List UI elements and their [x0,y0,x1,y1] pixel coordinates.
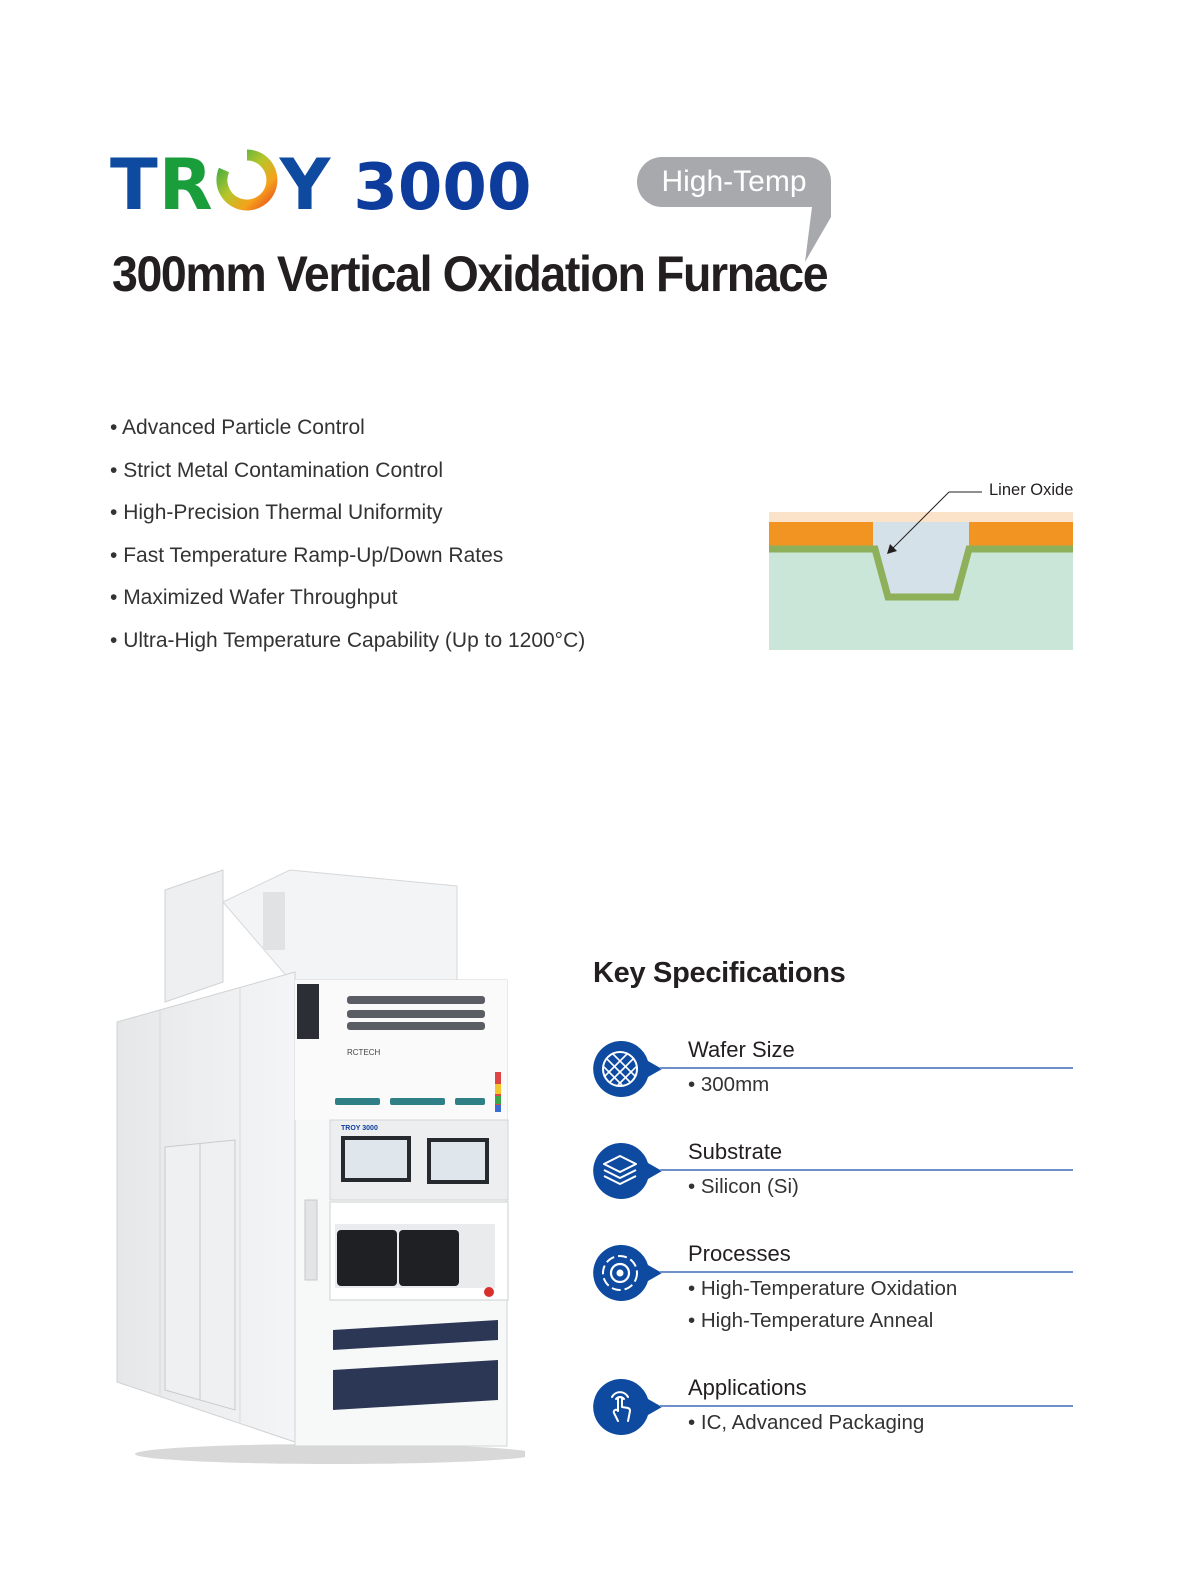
floor-shadow [135,1444,525,1464]
badge-label: High-Temp [661,165,807,198]
wafer-grid-icon [590,1037,670,1101]
spec-value: • IC, Advanced Packaging [688,1408,924,1440]
right-oxide-block [969,522,1073,546]
liner-oxide-label: Liner Oxide [989,481,1074,499]
spec-title: Applications [688,1375,807,1400]
spec-value: • Silicon (Si) [688,1172,799,1204]
logo-letter-y: Y [279,144,332,226]
spec-wafer-size [590,1037,1080,1107]
exhaust-box-left [165,870,223,1002]
feature-list [110,410,585,665]
emergency-stop-button [484,1287,494,1297]
furnace-machine-image [105,862,525,1472]
page-title: 300mm Vertical Oxidation Furnace [112,246,828,302]
spec-processes [590,1241,1080,1341]
key-specs-heading: Key Specifications [593,957,846,989]
spec-divider [660,1271,1073,1273]
logo-letter-o: O [246,189,249,190]
spec-title: Wafer Size [688,1037,795,1062]
panel-model-label: TROY 3000 [341,1125,378,1132]
spec-divider [660,1169,1073,1171]
feature-item: • Strict Metal Contamination Control [110,453,585,496]
liner-oxide-diagram [769,478,1074,653]
logo-ring-icon [216,149,278,211]
vent-grille [347,996,485,1030]
feature-item: • Fast Temperature Ramp-Up/Down Rates [110,538,585,581]
feature-item: • Ultra-High Temperature Capability (Up to 1200°C) [110,623,585,666]
wafer-pod-right [399,1230,459,1286]
spec-applications [590,1375,1080,1445]
spec-title: Processes [688,1241,791,1266]
troy-logo-wordmark [110,144,332,226]
exhaust-vent [263,892,285,950]
process-gear-icon [590,1241,670,1305]
spec-value: • High-Temperature Anneal [688,1306,957,1338]
layers-icon [590,1139,670,1203]
spec-divider [660,1405,1073,1407]
spec-value: • 300mm [688,1070,769,1102]
feature-item: • Maximized Wafer Throughput [110,580,585,623]
logo-letter-r: R [158,144,214,226]
left-oxide-block [769,522,873,546]
teal-accent-bars [335,1098,485,1105]
feature-item: • Advanced Particle Control [110,410,585,453]
exhaust-box-right [223,870,457,980]
touch-hand-icon [590,1375,670,1439]
spec-values [688,1070,769,1102]
feature-item: • High-Precision Thermal Uniformity [110,495,585,538]
machine-brand-label: RCTECH [347,1048,381,1057]
spec-value: • High-Temperature Oxidation [688,1274,957,1306]
model-number: 3000 [353,151,532,225]
spec-values [688,1408,924,1440]
spec-values [688,1274,957,1338]
wafer-pod-left [337,1230,397,1286]
logo-letter-t: T [110,144,159,226]
product-logo [110,140,532,226]
spec-substrate [590,1139,1080,1209]
spec-divider [660,1067,1073,1069]
spec-title: Substrate [688,1139,783,1164]
spec-values [688,1172,799,1204]
